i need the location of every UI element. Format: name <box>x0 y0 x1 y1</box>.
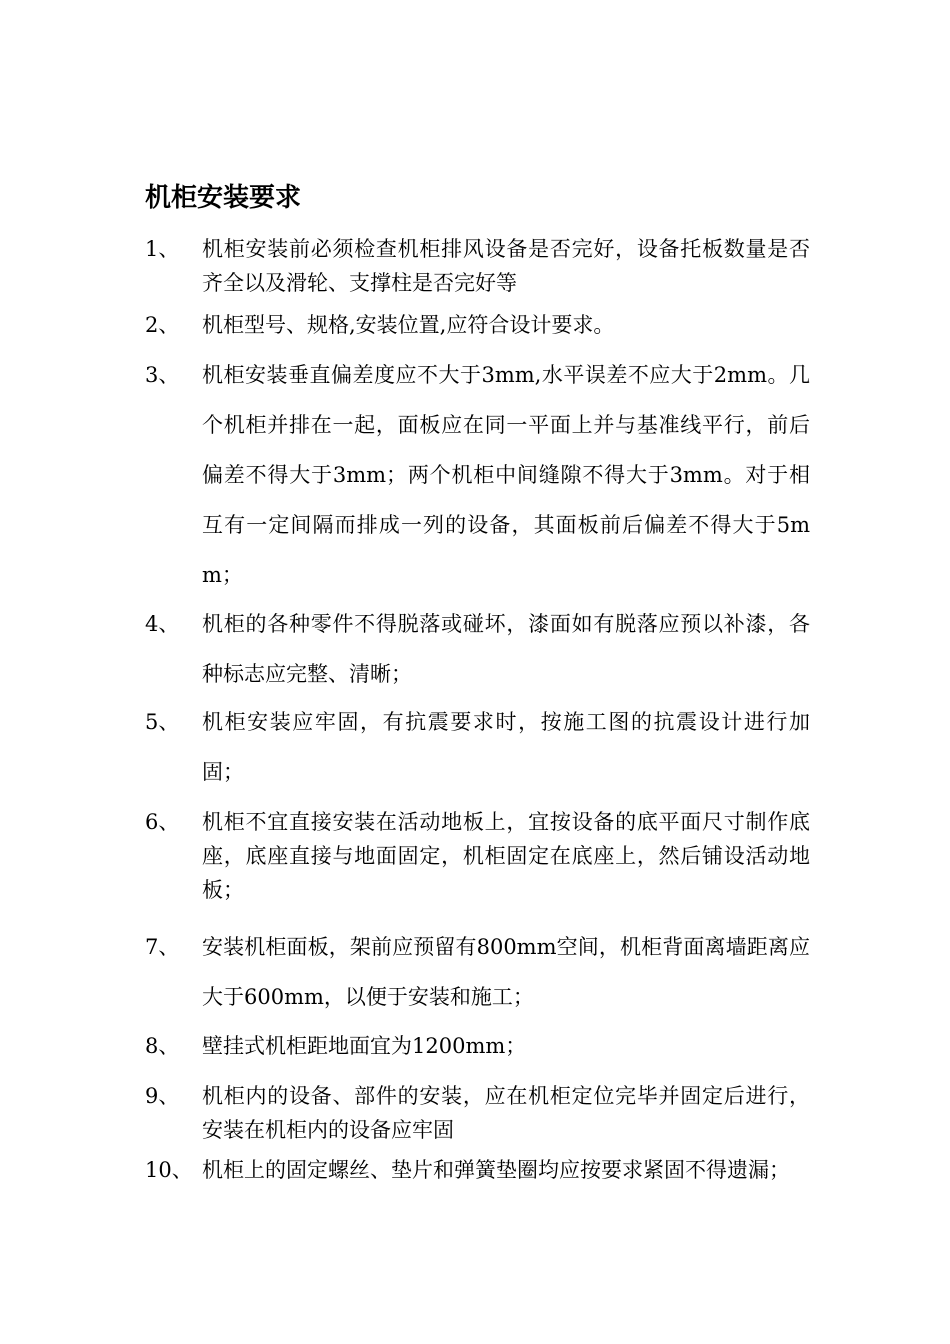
item-text: 机柜型号、规格,安装位置,应符合设计要求。 <box>202 313 615 337</box>
item-text: 机柜安装应牢固，有抗震要求时，按施工图的抗震设计进行加固； <box>202 710 810 784</box>
item-number: 6、 <box>145 810 180 834</box>
page-title: 机柜安装要求 <box>145 183 302 213</box>
item-text: 安装机柜面板，架前应预留有800mm空间，机柜背面离墙距离应大于600mm，以便于安装和施工； <box>202 935 810 1009</box>
list-item-9 <box>145 1079 810 1147</box>
item-number: 3、 <box>145 363 180 387</box>
list-item-2 <box>145 308 810 342</box>
list-item-3 <box>145 350 810 600</box>
item-text: 壁挂式机柜距地面宜为1200mm； <box>202 1034 527 1058</box>
list-item-8 <box>145 1021 810 1071</box>
list-item-10 <box>145 1153 810 1187</box>
item-number: 8、 <box>145 1034 180 1058</box>
list-item-1 <box>145 232 810 300</box>
item-text: 机柜不宜直接安装在活动地板上，宜按设备的底平面尺寸制作底座，底座直接与地面固定，机柜固定在底座上，然后铺设活动地板； <box>202 810 810 902</box>
item-number: 2、 <box>145 313 180 337</box>
item-text: 机柜上的固定螺丝、垫片和弹簧垫圈均应按要求紧固不得遗漏； <box>202 1158 790 1182</box>
item-number: 10、 <box>145 1158 193 1182</box>
item-number: 5、 <box>145 710 180 734</box>
list-item-4 <box>145 599 810 699</box>
item-number: 4、 <box>145 612 180 636</box>
list-item-5 <box>145 697 810 797</box>
item-text: 机柜安装垂直偏差度应不大于3mm,水平误差不应大于2mm。几个机柜并排在一起，面板应在同一平面上并与基准线平行，前后偏差不得大于3mm；两个机柜中间缝隙不得大于3mm。对于相互有一定间隔而排成一列的设备，其面板前后偏差不得大于5mm； <box>202 363 810 587</box>
list-item-7 <box>145 922 810 1022</box>
item-number: 1、 <box>145 237 180 261</box>
item-number: 9、 <box>145 1084 180 1108</box>
list-item-6 <box>145 805 810 907</box>
item-number: 7、 <box>145 935 180 959</box>
item-text: 机柜的各种零件不得脱落或碰坏，漆面如有脱落应预以补漆，各种标志应完整、清晰； <box>202 612 810 686</box>
item-text: 机柜安装前必须检查机柜排风设备是否完好，设备托板数量是否齐全以及滑轮、支撑柱是否完好等 <box>202 237 810 295</box>
item-text: 机柜内的设备、部件的安装，应在机柜定位完毕并固定后进行，安装在机柜内的设备应牢固 <box>202 1084 810 1142</box>
